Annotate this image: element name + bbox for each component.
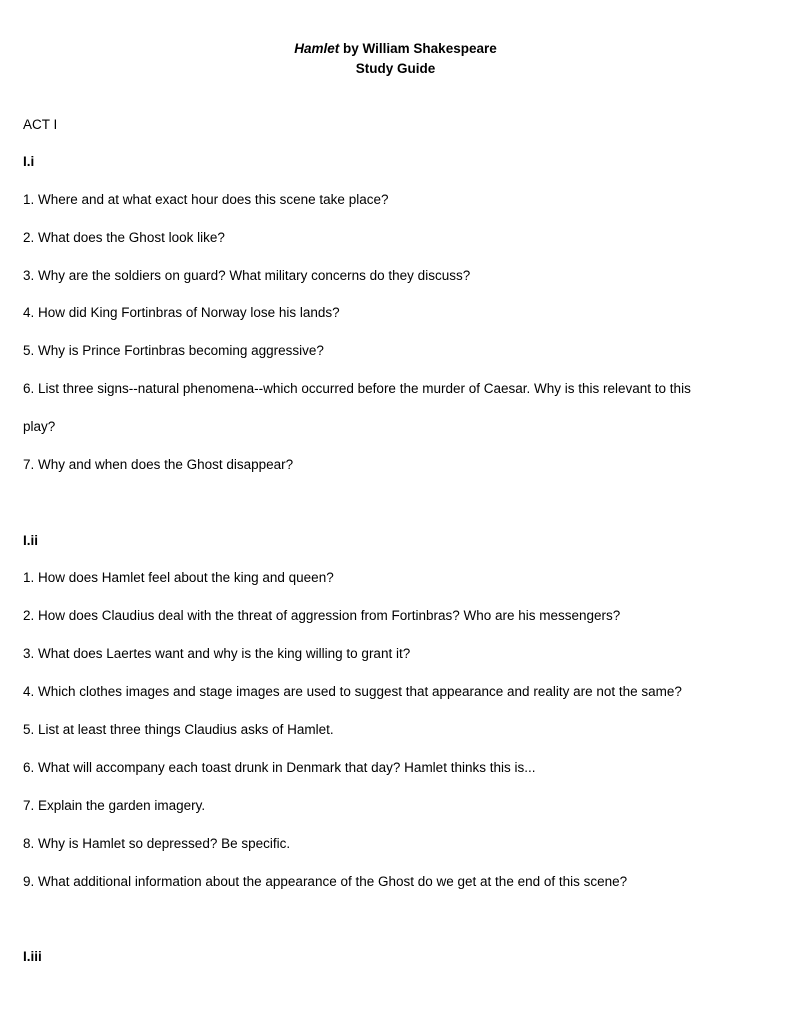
question-item: 1. How does Hamlet feel about the king and queen? bbox=[23, 570, 334, 585]
question-item: 7. Why and when does the Ghost disappear? bbox=[23, 457, 294, 472]
title-italic: Hamlet bbox=[294, 41, 340, 56]
question-item: 5. Why is Prince Fortinbras becoming aggressive? bbox=[23, 343, 324, 358]
question-item-continuation: play? bbox=[23, 419, 56, 434]
question-item: 3. Why are the soldiers on guard? What military concerns do they discuss? bbox=[23, 268, 471, 283]
question-item: 2. What does the Ghost look like? bbox=[23, 230, 225, 245]
question-item: 7. Explain the garden imagery. bbox=[23, 798, 206, 813]
question-item: 4. Which clothes images and stage images are used to suggest that appearance and reality are not the same? bbox=[23, 684, 682, 699]
section-heading-1-1: I.i bbox=[23, 154, 35, 169]
question-item: 3. What does Laertes want and why is the king willing to grant it? bbox=[23, 646, 411, 661]
section-heading-1-2: I.ii bbox=[23, 533, 39, 548]
document-title bbox=[0, 39, 791, 59]
question-item: 1. Where and at what exact hour does this scene take place? bbox=[23, 192, 389, 207]
question-item: 4. How did King Fortinbras of Norway lose his lands? bbox=[23, 305, 340, 320]
question-item: 2. How does Claudius deal with the threat of aggression from Fortinbras? Who are his messengers? bbox=[23, 608, 621, 623]
document-subtitle: Study Guide bbox=[355, 61, 436, 76]
title-rest: by William Shakespeare bbox=[339, 41, 497, 56]
question-item: 9. What additional information about the appearance of the Ghost do we get at the end of this scene? bbox=[23, 874, 628, 889]
question-item: 6. What will accompany each toast drunk in Denmark that day? Hamlet thinks this is... bbox=[23, 760, 536, 775]
question-item: 5. List at least three things Claudius asks of Hamlet. bbox=[23, 722, 334, 737]
section-heading-1-3: I.iii bbox=[23, 949, 42, 964]
act-label: ACT I bbox=[23, 117, 58, 132]
document-title-block bbox=[0, 39, 791, 79]
question-item: 6. List three signs--natural phenomena--which occurred before the murder of Caesar. Why is this relevant to this bbox=[23, 381, 691, 396]
question-item: 8. Why is Hamlet so depressed? Be specific. bbox=[23, 836, 291, 851]
